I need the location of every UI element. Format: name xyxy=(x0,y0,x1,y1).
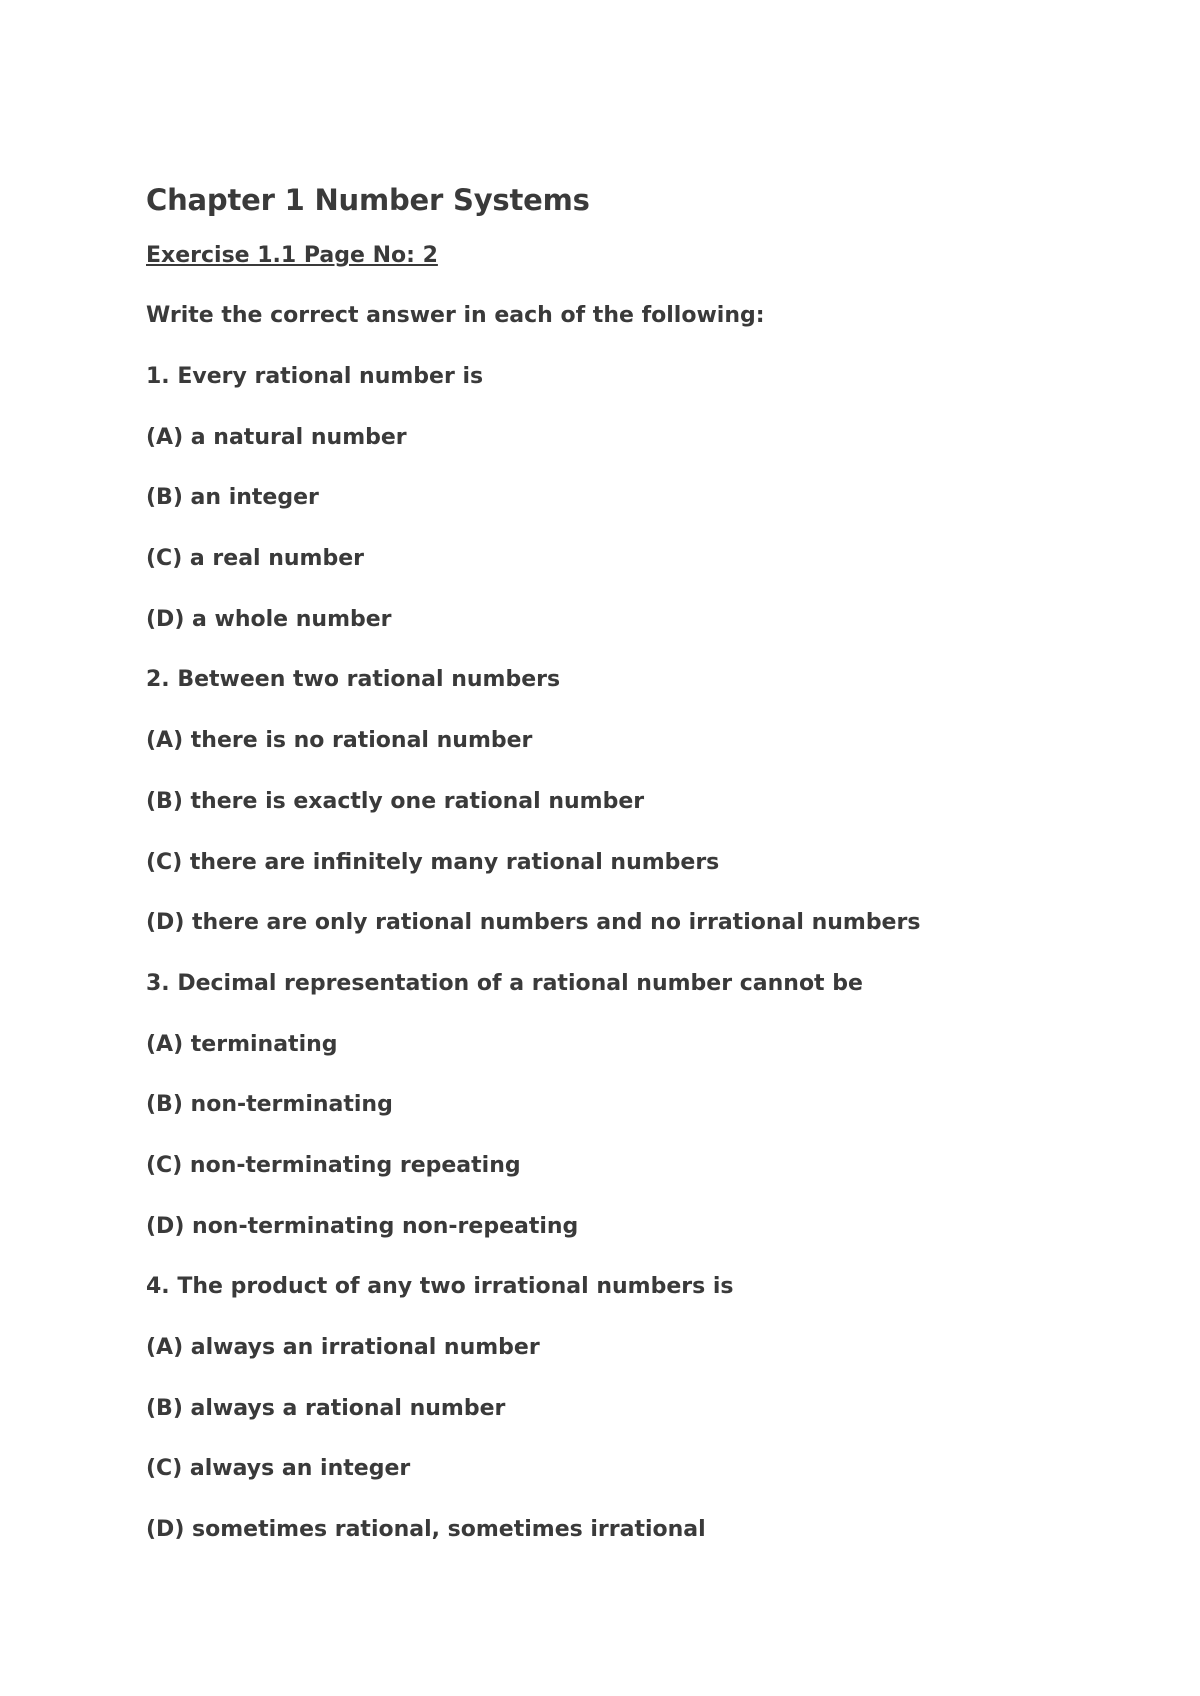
question-1-option-c: (C) a real number xyxy=(146,546,365,572)
question-4-option-c: (C) always an integer xyxy=(146,1456,411,1482)
question-1-option-a: (A) a natural number xyxy=(146,424,407,450)
question-list xyxy=(146,364,920,1578)
question-2: 2. Between two rational numbers xyxy=(146,667,561,693)
question-4-option-d: (D) sometimes rational, sometimes irrational xyxy=(146,1517,706,1543)
question-4-option-a: (A) always an irrational number xyxy=(146,1335,540,1360)
question-3-option-c: (C) non-terminating repeating xyxy=(146,1152,521,1178)
question-1-option-b: (B) an integer xyxy=(146,485,319,511)
question-3: 3. Decimal representation of a rational number cannot be xyxy=(146,970,863,996)
chapter-title: Chapter 1 Number Systems xyxy=(146,183,590,217)
exercise-heading: Exercise 1.1 Page No: 2 xyxy=(146,243,438,268)
question-2-option-b: (B) there is exactly one rational number xyxy=(146,788,645,814)
question-1-option-d: (D) a whole number xyxy=(146,606,392,632)
question-1: 1. Every rational number is xyxy=(146,364,484,389)
question-2-option-c: (C) there are infinitely many rational numbers xyxy=(146,849,720,875)
question-3-option-d: (D) non-terminating non-repeating xyxy=(146,1213,579,1239)
question-2-option-d: (D) there are only rational numbers and no irrational numbers xyxy=(146,910,921,936)
question-4: 4. The product of any two irrational numbers is xyxy=(146,1274,734,1300)
question-4-option-b: (B) always a rational number xyxy=(146,1395,506,1421)
question-2-option-a: (A) there is no rational number xyxy=(146,728,533,754)
question-3-option-b: (B) non-terminating xyxy=(146,1092,393,1118)
question-3-option-a: (A) terminating xyxy=(146,1031,338,1057)
instruction-text: Write the correct answer in each of the following: xyxy=(146,303,765,328)
